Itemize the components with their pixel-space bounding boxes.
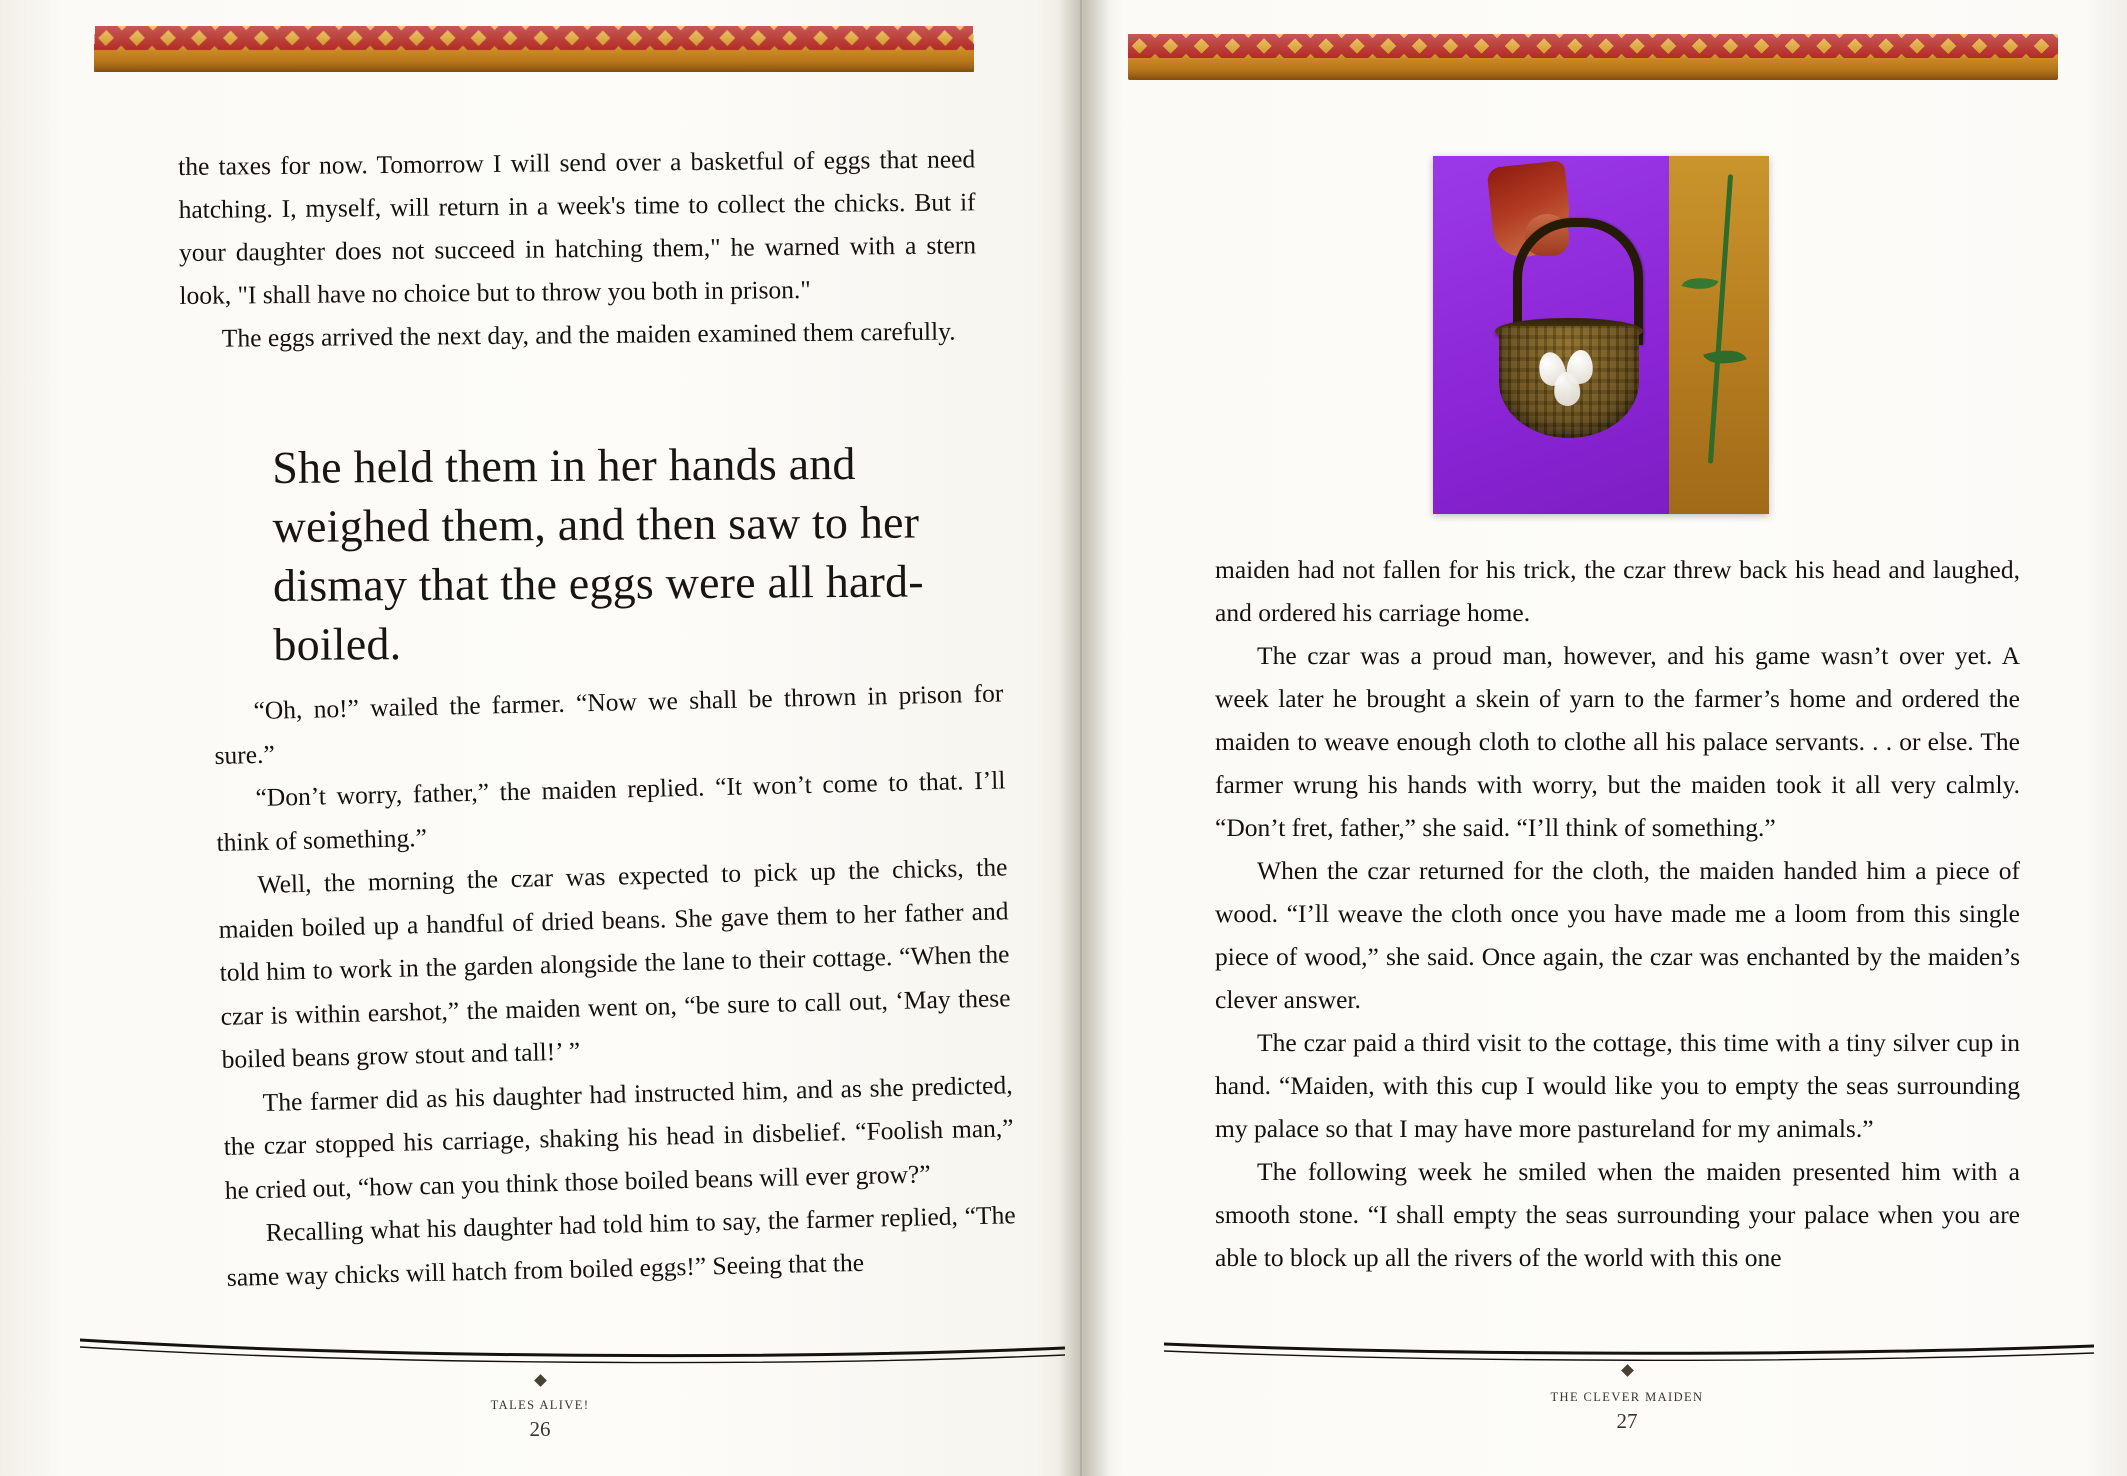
page-number-right: 27	[1616, 1409, 1638, 1433]
running-head-left: TALES ALIVE!	[490, 1398, 590, 1412]
paragraph: “Oh, no!” wailed the farmer. “Now we shall be thrown in prison for sure.”	[214, 678, 1004, 770]
decorative-border-top-left	[94, 26, 974, 72]
paragraph: the taxes for now. Tomorrow I will send over a basketful of eggs that need hatching. I, myself, will return in a week's time to collect the chicks. But if your daughter does not succeed in hatching them," he warned with a stern look, "I shall have no choice but to throw you both in prison."	[178, 144, 977, 310]
paragraph: “Don’t worry, father,” the maiden replied. “It won’t come to that. I’ll think of something.”	[216, 765, 1006, 857]
footer-diamond-ornament-left	[534, 1374, 547, 1387]
paragraph: The eggs arrived the next day, and the maiden examined them carefully.	[221, 316, 956, 353]
folio-right	[1517, 1390, 1737, 1434]
border-gold-bar	[94, 26, 974, 72]
illustration-hand-with-egg-basket	[1433, 156, 1769, 514]
footer-rule-right	[1164, 1340, 2094, 1362]
pull-quote: She held them in her hands and weighed them, and then saw to her dismay that the eggs were all hard-boiled.	[272, 437, 924, 670]
border-highlight	[1128, 34, 2058, 60]
plant-stem	[1708, 174, 1733, 464]
illustration-gold-panel	[1669, 156, 1769, 514]
running-head-right: THE CLEVER MAIDEN	[1550, 1390, 1704, 1404]
right-page-body	[1215, 548, 2020, 1279]
paragraph: maiden had not fallen for his trick, the czar threw back his head and laughed, and ordered his carriage home.	[1215, 555, 2020, 627]
paragraph: When the czar returned for the cloth, the maiden handed him a piece of wood. “I’ll weave the cloth once you have made me a loom from this single piece of wood,” she said. Once again, the czar was enchanted by the maiden’s clever answer.	[1215, 856, 2020, 1014]
border-shadow	[1128, 78, 2058, 80]
paragraph: The czar paid a third visit to the cottage, this time with a tiny silver cup in hand. “Maiden, with this cup I would like you to empty the seas surrounding my palace so that I may have more pastureland for my animals.”	[1215, 1028, 2020, 1143]
border-highlight	[94, 26, 974, 52]
folio-left	[430, 1398, 650, 1442]
decorative-border-top-right-band	[1128, 34, 2058, 80]
border-shadow	[94, 70, 974, 72]
plant-leaf	[1682, 272, 1719, 296]
paragraph: Recalling what his daughter had told him to say, the farmer replied, “The same way chicks will hatch from boiled eggs!” Seeing that the	[226, 1200, 1016, 1292]
footer-rule-left	[80, 1338, 1065, 1360]
footer-diamond-ornament-right	[1621, 1364, 1634, 1377]
paragraph: The following week he smiled when the maiden presented him with a smooth stone. “I shall empty the seas surrounding your palace when you are able to block up all the rivers of the world with this one	[1215, 1157, 2020, 1272]
plant-leaf	[1703, 342, 1747, 371]
border-gold-bar	[1128, 34, 2058, 80]
left-page-body-top	[178, 137, 977, 360]
paragraph: The czar was a proud man, however, and his game wasn’t over yet. A week later he brought a skein of yarn to the farmer’s home and ordered the maiden to weave enough cloth to clothe all his palace servants. . . or else. The farmer wrung his hands with worry, but the maiden took it all very calmly. “Don’t fret, father,” she said. “I’ll think of something.”	[1215, 641, 2020, 842]
paragraph: The farmer did as his daughter had instructed him, and as she predicted, the czar stopped his carriage, shaking his head in disbelief. “Foolish man,” he cried out, “how can you think those boiled beans will ever grow?”	[223, 1069, 1014, 1205]
paragraph: Well, the morning the czar was expected to pick up the chicks, the maiden boiled up a handful of dried beans. She gave them to her father and told him to work in the garden alongside the lane to their cottage. “When the czar is within earshot,” the maiden went on, “be sure to call out, ‘May these boiled beans grow stout and tall!’ ”	[218, 852, 1011, 1074]
page-number-left: 26	[529, 1417, 551, 1441]
left-page-body-bottom	[213, 671, 1017, 1298]
